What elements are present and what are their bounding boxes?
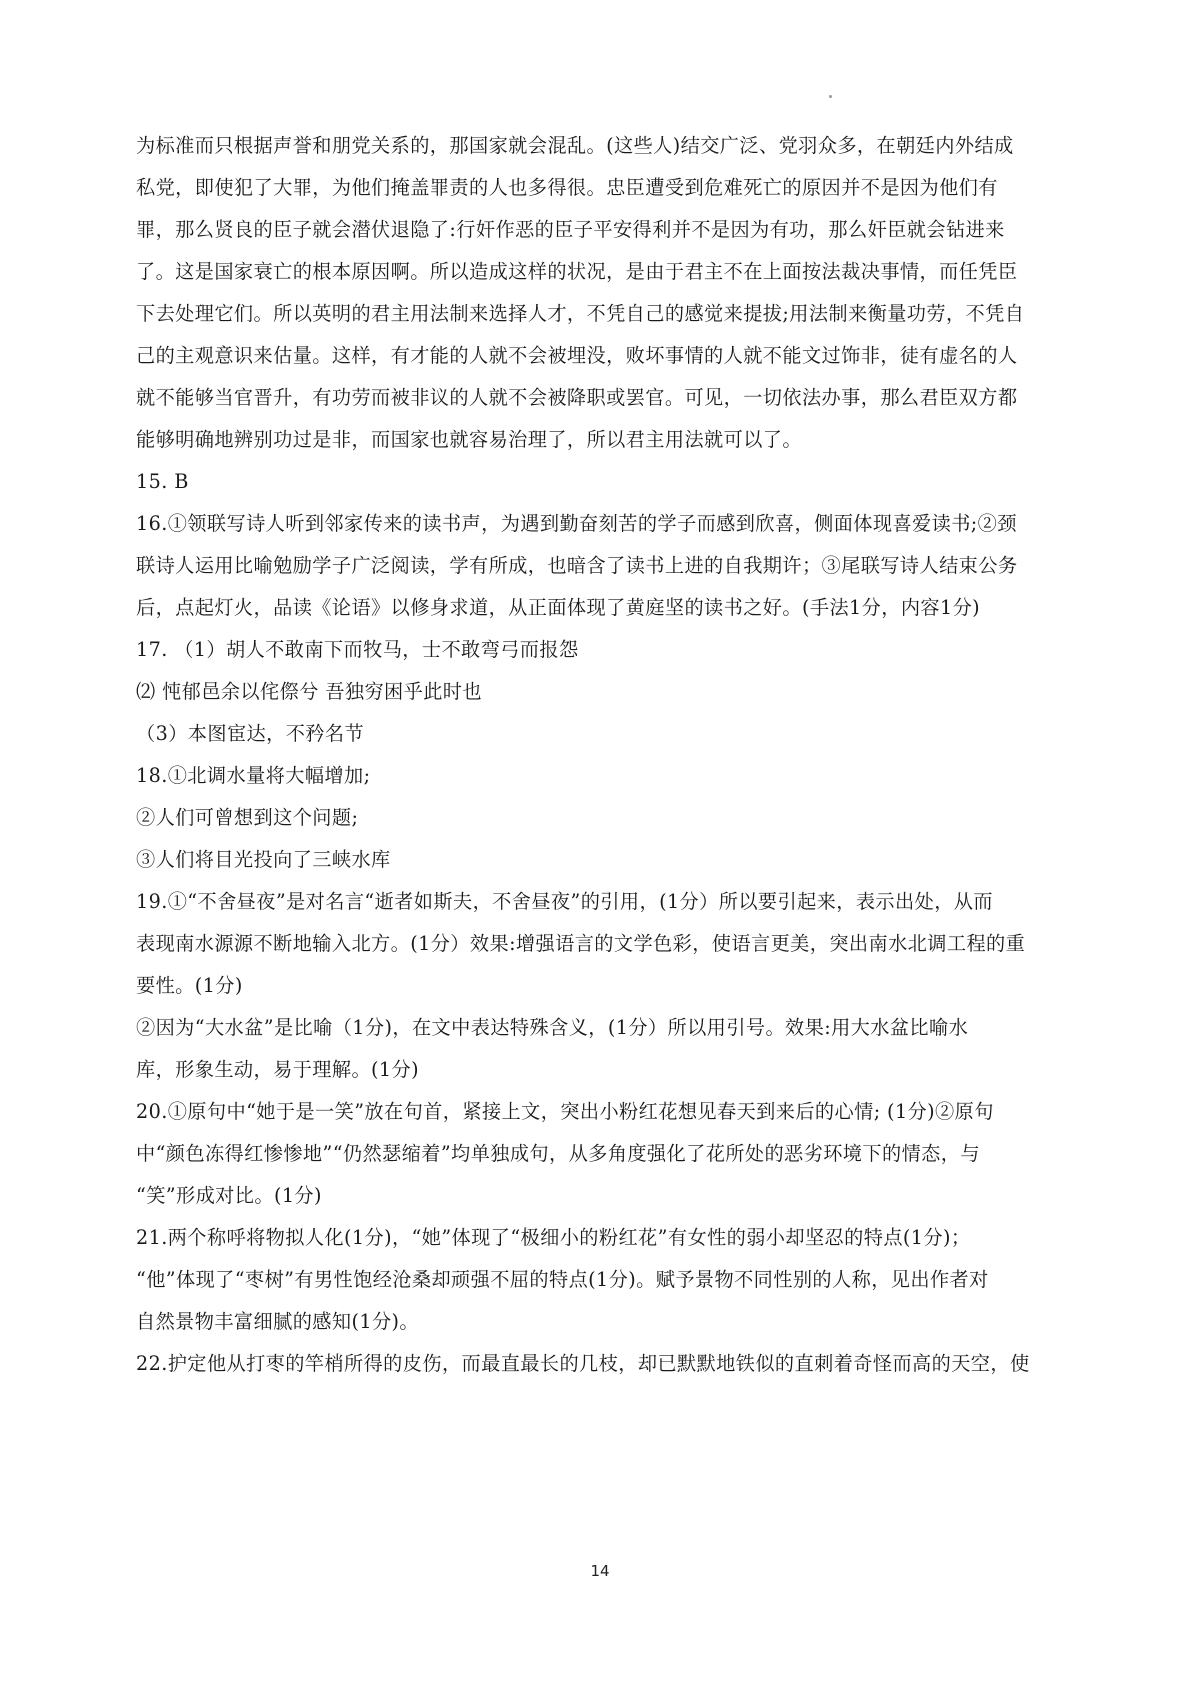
answer-18: 18.①北调水量将大幅增加;	[136, 764, 371, 787]
answer-20: 20.①原句中“她于是一笑”放在句首，紧接上文，突出小粉红花想见春天到来后的心情; (1分)②原句	[136, 1100, 994, 1123]
text-line: 要性。(1分)	[136, 974, 243, 997]
answer-22: 22.护定他从打枣的竿梢所得的皮伤，而最直最长的几枝，却已默默地铁似的直刺着奇怪而高的天空，使	[136, 1352, 1030, 1375]
text-line: 为标准而只根据声誉和朋党关系的，那国家就会混乱。(这些人)结交广泛、党羽众多，在朝廷内外结成	[136, 134, 1014, 157]
answer-16: 16.①领联写诗人听到邻家传来的读书声，为遇到勤奋刻苦的学子而感到欣喜，侧面体现喜爱读书;②颈	[136, 512, 1017, 535]
text-line: 私党，即使犯了大罪，为他们掩盖罪责的人也多得很。忠臣遭受到危难死亡的原因并不是因为他们有	[136, 176, 998, 199]
scan-dot	[829, 95, 832, 98]
text-line: 了。这是国家衰亡的根本原因啊。所以造成这样的状况，是由于君主不在上面按法裁决事情，而任凭臣	[136, 260, 1018, 283]
text-line: 自然景物丰富细腻的感知(1分)。	[136, 1310, 420, 1333]
text-line: ②人们可曾想到这个问题;	[136, 806, 359, 829]
text-line: “笑”形成对比。(1分)	[136, 1184, 322, 1207]
text-line: ⑵ 忳郁邑余以侘傺兮 吾独穷困乎此时也	[136, 680, 482, 703]
answer-15: 15. B	[136, 470, 189, 493]
text-line: 己的主观意识来估量。这样，有才能的人就不会被埋没，败坏事情的人就不能文过饰非，徒有虚名的人	[136, 344, 1018, 367]
text-line: 表现南水源源不断地输入北方。(1分）效果:增强语言的文学色彩，使语言更美，突出南水北调工程的重	[136, 932, 1026, 955]
text-line: ②因为“大水盆”是比喻（1分)，在文中表达特殊含义，(1分）所以用引号。效果:用大水盆比喻水	[136, 1016, 969, 1039]
answer-19: 19.①“不舍昼夜”是对名言“逝者如斯夫，不舍昼夜”的引用，(1分）所以要引起来，表示出处，从而	[136, 890, 993, 913]
text-line: 就不能够当官晋升，有功劳而被非议的人就不会被降职或罢官。可见，一切依法办事，那么君臣双方都	[136, 386, 1018, 409]
text-line: 联诗人运用比喻勉励学子广泛阅读，学有所成，也暗含了读书上进的自我期许；③尾联写诗人结束公务	[136, 554, 1018, 577]
text-line: 后，点起灯火，品读《论语》以修身求道，从正面体现了黄庭坚的读书之好。(手法1分，内容1分)	[136, 596, 981, 619]
page-number: 14	[590, 1562, 610, 1580]
text-line: 中“颜色冻得红惨惨地”“仍然瑟缩着”均单独成句，从多角度强化了花所处的恶劣环境下的情态，与	[136, 1142, 980, 1165]
text-line: （3）本图宦达，不矜名节	[136, 722, 365, 745]
text-line: 能够明确地辨别功过是非，而国家也就容易治理了，所以君主用法就可以了。	[136, 428, 802, 451]
text-line: ③人们将目光投向了三峡水库	[136, 848, 391, 871]
answer-21: 21.两个称呼将物拟人化(1分)，“她”体现了“极细小的粉红花”有女性的弱小却坚忍的特点(1分)；	[136, 1226, 971, 1249]
answer-17: 17. （1）胡人不敢南下而牧马，士不敢弯弓而报怨	[136, 638, 579, 661]
text-line: 库，形象生动，易于理解。(1分)	[136, 1058, 420, 1081]
text-line: 罪，那么贤良的臣子就会潜伏退隐了:行奸作恶的臣子平安得利并不是因为有功，那么奸臣就会钻进来	[136, 218, 1005, 241]
text-line: 下去处理它们。所以英明的君主用法制来选择人才，不凭自己的感觉来提拔;用法制来衡量功劳，不凭自	[136, 302, 1025, 325]
text-line: “他”体现了“枣树”有男性饱经沧桑却顽强不屈的特点(1分)。赋予景物不同性别的人称，见出作者对	[136, 1268, 989, 1291]
